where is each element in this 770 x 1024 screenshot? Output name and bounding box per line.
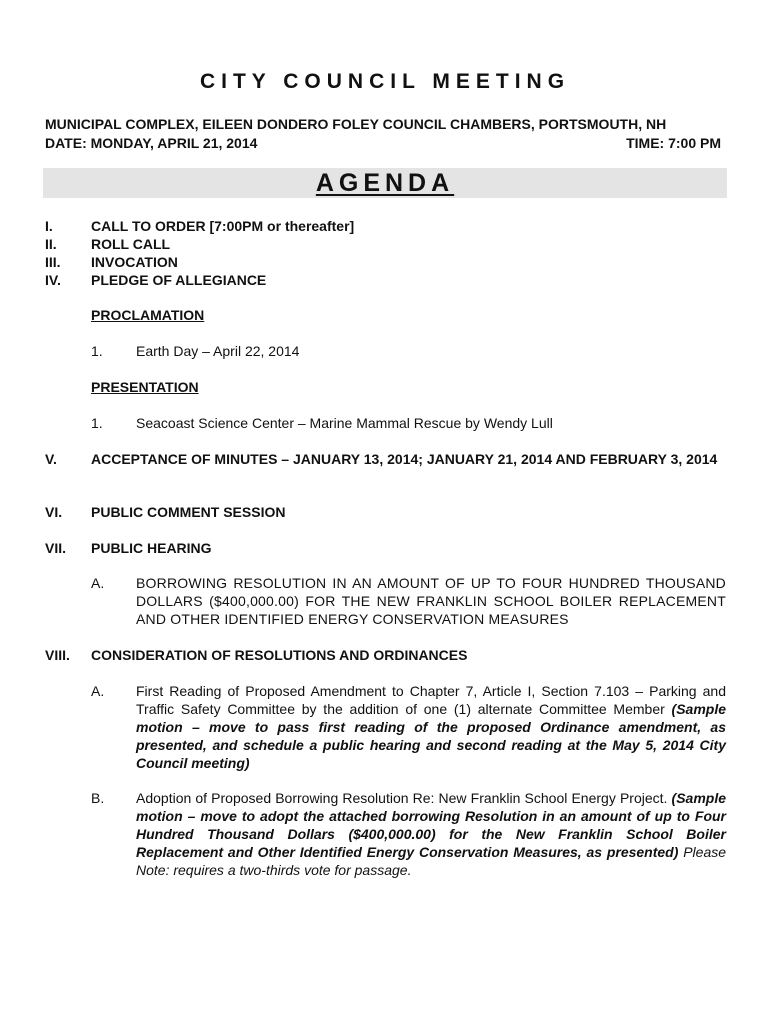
resolution-text: Adoption of Proposed Borrowing Resolution Re: New Franklin School Energy Project. — [136, 790, 668, 806]
item-text: ACCEPTANCE OF MINUTES – JANUARY 13, 2014; JANUARY 21, 2014 AND FEBRUARY 3, 2014 — [91, 451, 718, 467]
item-number: II. — [45, 236, 57, 252]
vote-note: Please Note: requires a two-thirds vote for passage. — [136, 844, 727, 878]
item-text: CONSIDERATION OF RESOLUTIONS AND ORDINANCES — [91, 647, 468, 663]
item-number: VII. — [45, 540, 67, 556]
item-text: ROLL CALL — [91, 236, 171, 252]
item-number: VIII. — [45, 647, 70, 663]
presentation-text: Seacoast Science Center – Marine Mammal Rescue by Wendy Lull — [136, 415, 553, 431]
item-number: V. — [45, 451, 57, 467]
resolution-body — [136, 789, 726, 879]
item-text: PUBLIC COMMENT SESSION — [91, 504, 286, 520]
item-number: IV. — [45, 272, 61, 288]
item-letter: B. — [91, 790, 105, 806]
item-letter: A. — [91, 575, 105, 591]
item-text: INVOCATION — [91, 254, 178, 270]
sample-motion: (Sample motion – move to adopt the attached borrowing Resolution in an amount of up to Four Hundred Thousand Dollars ($400,000.00) for the New Franklin School Boiler Replacement and Other Identified Energy Conservation Measures, as presented) — [136, 790, 727, 860]
sample-motion: (Sample motion – move to pass first reading of the proposed Ordinance amendment, as presented, and schedule a public hearing and second reading at the May 5, 2014 City Council meeting) — [136, 701, 727, 771]
meeting-location: MUNICIPAL COMPLEX, EILEEN DONDERO FOLEY COUNCIL CHAMBERS, PORTSMOUTH, NH — [45, 116, 667, 132]
proclamation-number: 1. — [91, 343, 103, 359]
presentation-number: 1. — [91, 415, 103, 431]
presentation-heading: PRESENTATION — [91, 379, 199, 395]
meeting-date: DATE: MONDAY, APRIL 21, 2014 — [45, 135, 258, 151]
resolution-body — [136, 682, 726, 772]
item-number: VI. — [45, 504, 63, 520]
agenda-heading: AGENDA — [315, 169, 455, 197]
public-hearing-text: BORROWING RESOLUTION IN AN AMOUNT OF UP TO FOUR HUNDRED THOUSAND DOLLARS ($400,000.00) FOR THE NEW FRANKLIN SCHOOL BOILER REPLACEMENT AND OTHER IDENTIFIED ENERGY CONSERVATION MEASURES — [136, 575, 726, 627]
item-text: PUBLIC HEARING — [91, 540, 212, 556]
item-letter: A. — [91, 683, 105, 699]
resolution-text: First Reading of Proposed Amendment to Chapter 7, Article I, Section 7.103 – Parking and Traffic Safety Committee by the addition of one (1) alternate Committee Member — [136, 683, 726, 717]
meeting-time: TIME: 7:00 PM — [626, 135, 721, 151]
proclamation-text: Earth Day – April 22, 2014 — [136, 343, 300, 359]
item-text: PLEDGE OF ALLEGIANCE — [91, 272, 267, 288]
page-title: CITY COUNCIL MEETING — [199, 70, 571, 93]
item-number: III. — [45, 254, 61, 270]
item-text: CALL TO ORDER [7:00PM or thereafter] — [91, 218, 355, 234]
item-number: I. — [45, 218, 53, 234]
date-time-line — [45, 135, 721, 151]
proclamation-heading: PROCLAMATION — [91, 307, 205, 323]
